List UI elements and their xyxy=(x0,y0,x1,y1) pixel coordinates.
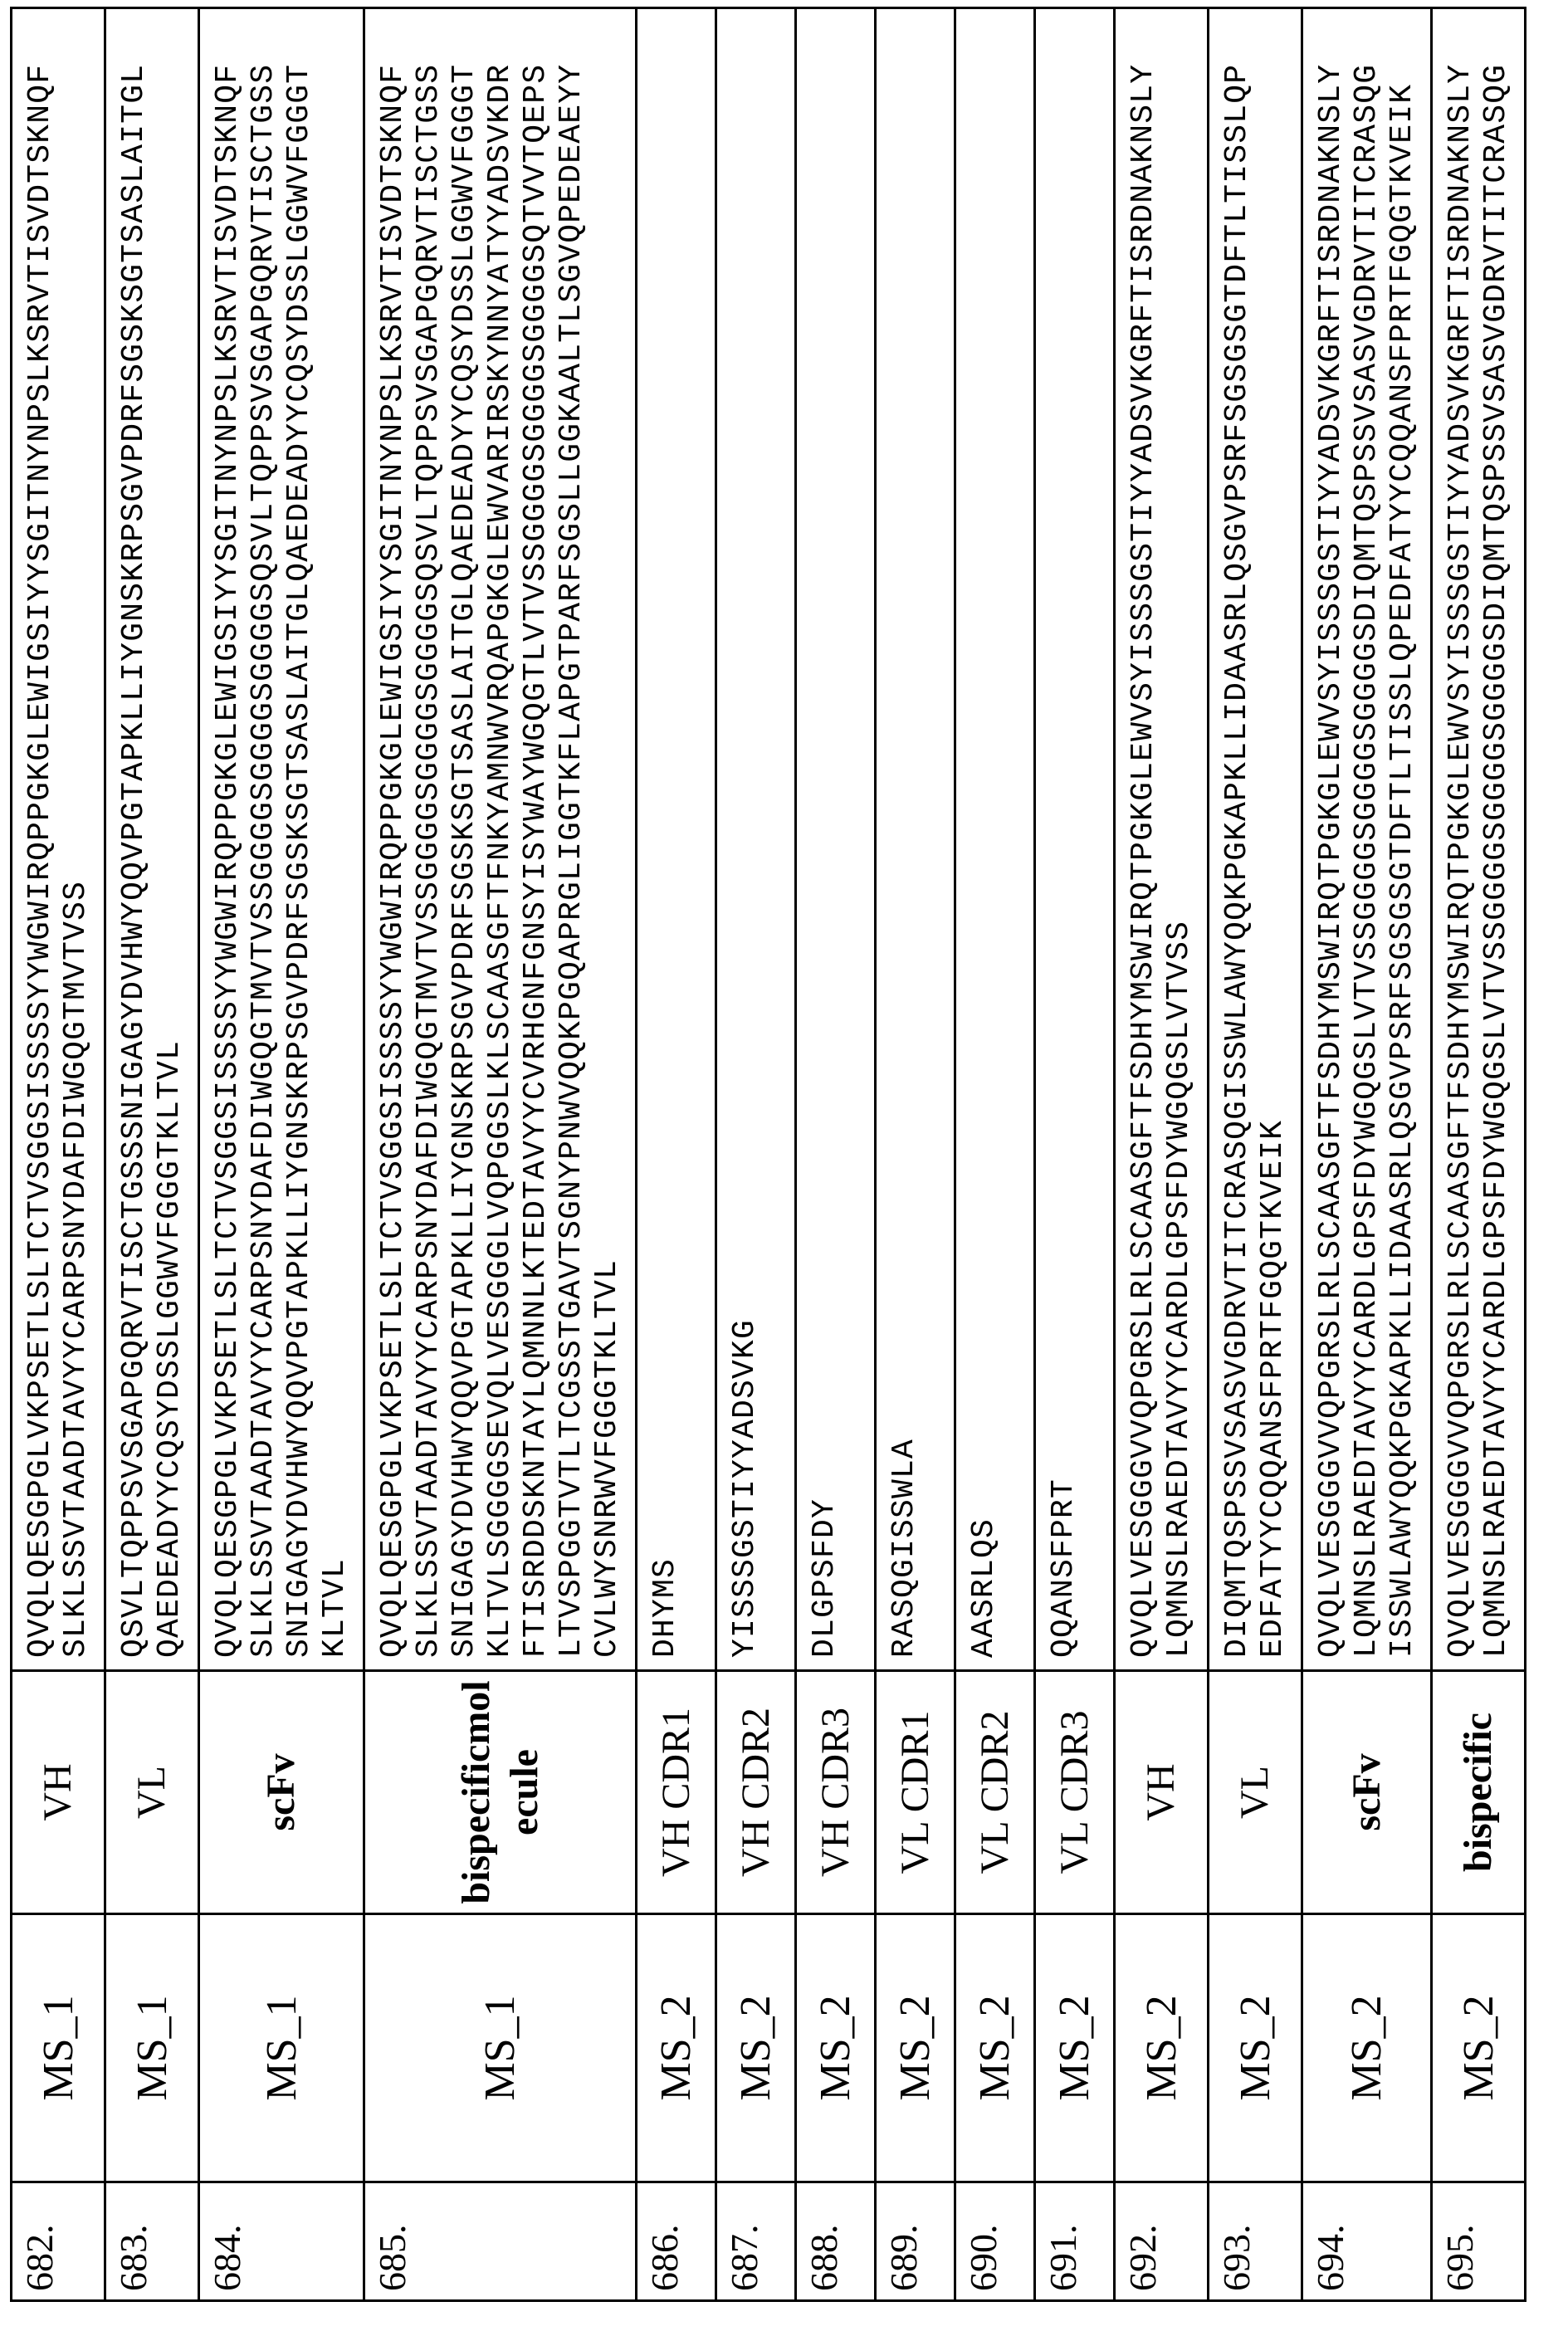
region-type: scFv xyxy=(199,1671,364,1914)
table-row xyxy=(955,8,1035,2301)
table-row xyxy=(1035,8,1115,2301)
seq-id-number: 684. xyxy=(199,2182,364,2301)
sequence-line: EDFATYYCQQANSFPRTFGQGTKVEIK xyxy=(1255,21,1291,1658)
molecule-id: MS_2 xyxy=(796,1914,876,2182)
sequence-cell xyxy=(637,8,716,1671)
region-type: bispecificmolecule xyxy=(364,1671,637,1914)
sequence-cell xyxy=(12,8,105,1671)
molecule-id: MS_1 xyxy=(105,1914,199,2182)
sequence-line: LQMNSLRAEDTAVYYCARDLGPSFDYWGQGSLVTVSSGGGGSGGGGSGGGGSDIQMTQSPSSVSASVGDRVTITCRASQG xyxy=(1478,21,1514,1658)
table-row xyxy=(796,8,876,2301)
seq-id-number: 682. xyxy=(12,2182,105,2301)
sequence-table-body xyxy=(12,8,1526,2301)
seq-id-number: 695. xyxy=(1432,2182,1526,2301)
seq-id-number: 693. xyxy=(1209,2182,1302,2301)
table-row xyxy=(1209,8,1302,2301)
sequence-line: FTISRDDSKNTAYLQMNNLKTEDTAVYYCVRHGNFGNSYISYWAYWGQGTLVTVSSGGGGSGGGGSGGGGSQTVVTQEPS xyxy=(518,21,554,1658)
region-type: VH CDR2 xyxy=(716,1671,796,1914)
sequence-line: QVQLVESGGGVVQPGRSLRLSCAASGFTFSDHYMSWIRQTPGKGLEWVSYISSSGSTIYYADSVKGRFTISRDNAKNSLY xyxy=(1126,21,1161,1658)
table-row xyxy=(199,8,364,2301)
region-type: VL CDR2 xyxy=(955,1671,1035,1914)
sequence-cell xyxy=(199,8,364,1671)
seq-id-number: 683. xyxy=(105,2182,199,2301)
seq-id-number: 685. xyxy=(364,2182,637,2301)
sequence-line: AASRLQS xyxy=(966,21,1002,1658)
sequence-line: KLTVL xyxy=(317,21,353,1658)
sequence-line: KLTVLSGGGGSEVQLVESGGGLVQPGGSLKLSCAASGFTFNKYAMNWVRQAPGKGLEWVARIRSKYNNYATYYADSVKDR xyxy=(482,21,518,1658)
sequence-line: QSVLTQPPSVSGAPGQRVTISCTGSSSNIGAGYDVHWYQQVPGTAPKLLIYGNSKRPSGVPDRFSGSKSGTSASLAITGL xyxy=(116,21,152,1658)
region-type: VL xyxy=(1209,1671,1302,1914)
sequence-cell xyxy=(364,8,637,1671)
molecule-id: MS_2 xyxy=(637,1914,716,2182)
table-row xyxy=(1302,8,1432,2301)
sequence-line: SNIGAGYDVHWYQQVPGTAPKLLIYGNSKRPSGVPDRFSGSKSGTSASLAITGLQAEDEADYYCQSYDSSLGGWVFGGGT xyxy=(281,21,317,1658)
sequence-cell xyxy=(1035,8,1115,1671)
molecule-id: MS_2 xyxy=(1115,1914,1209,2182)
region-type: VH xyxy=(1115,1671,1209,1914)
seq-id-number: 692. xyxy=(1115,2182,1209,2301)
region-type: VH CDR1 xyxy=(637,1671,716,1914)
seq-id-number: 691. xyxy=(1035,2182,1115,2301)
sequence-line: ISSWLAWYQQKPGKAPKLLIDAASRLQSGVPSRFSGSGSGTDFTLTISSLQPEDFATYYCQQANSFPRTFGQGTKVEIK xyxy=(1385,21,1420,1658)
sequence-cell xyxy=(1209,8,1302,1671)
seq-id-number: 687. xyxy=(716,2182,796,2301)
seq-id-number: 694. xyxy=(1302,2182,1432,2301)
sequence-table xyxy=(10,7,1526,2302)
table-row xyxy=(105,8,199,2301)
sequence-line: CVLWYSNRWVFGGGTKLTVL xyxy=(589,21,625,1658)
table-row xyxy=(364,8,637,2301)
molecule-id: MS_2 xyxy=(1209,1914,1302,2182)
seq-id-number: 688. xyxy=(796,2182,876,2301)
sequence-line: QVQLVESGGGVVQPGRSLRLSCAASGFTFSDHYMSWIRQTPGKGLEWVSYISSSGSTIYYADSVKGRFTISRDNAKNSLY xyxy=(1443,21,1478,1658)
sequence-line: LTVSPGGTVTLTCGSSTGAVTSGNYPNWVQQKPGQAPRGLIGGTKFLAPGTPARFSGSLLGGKAALTLSGVQPEDEAEYY xyxy=(554,21,589,1658)
sequence-cell xyxy=(1432,8,1526,1671)
sequence-line: QVQLVESGGGVVQPGRSLRLSCAASGFTFSDHYMSWIRQTPGKGLEWVSYISSSGSTIYYADSVKGRFTISRDNAKNSLY xyxy=(1313,21,1349,1658)
sequence-line: YISSSGSTIYYADSVKG xyxy=(727,21,763,1658)
sequence-cell xyxy=(876,8,955,1671)
seq-id-number: 689. xyxy=(876,2182,955,2301)
sequence-line: SNIGAGYDVHWYQQVPGTAPKLLIYGNSKRPSGVPDRFSGSKSGTSASLAITGLQAEDEADYYCQSYDSSLGGWVFGGGT xyxy=(447,21,482,1658)
molecule-id: MS_2 xyxy=(876,1914,955,2182)
sequence-line: QAEDEADYYCQSYDSSLGGWVFGGGTKLTVL xyxy=(152,21,188,1658)
molecule-id: MS_2 xyxy=(1035,1914,1115,2182)
table-row xyxy=(876,8,955,2301)
table-row xyxy=(12,8,105,2301)
region-type: VH CDR3 xyxy=(796,1671,876,1914)
table-row xyxy=(1432,8,1526,2301)
sequence-line: DIQMTQSPSSVSASVGDRVTITCRASQGISSWLAWYQQKPGKAPKLLIDAASRLQSGVPSRFSGSGSGTDFTLTISSLQP xyxy=(1219,21,1255,1658)
region-type: VL xyxy=(105,1671,199,1914)
sequence-cell xyxy=(796,8,876,1671)
molecule-id: MS_2 xyxy=(1432,1914,1526,2182)
sequence-line: SLKLSSVTAADTAVYYCARPSNYDAFDIWGQGTMVTVSS xyxy=(58,21,94,1658)
region-type: VL CDR1 xyxy=(876,1671,955,1914)
molecule-id: MS_1 xyxy=(12,1914,105,2182)
table-row xyxy=(1115,8,1209,2301)
seq-id-number: 690. xyxy=(955,2182,1035,2301)
molecule-id: MS_2 xyxy=(955,1914,1035,2182)
table-row xyxy=(637,8,716,2301)
sequence-line: SLKLSSVTAADTAVYYCARPSNYDAFDIWGQGTMVTVSSGGGGSGGGGSGGGGSQSVLTQPPSVSGAPGQRVTISCTGSS xyxy=(246,21,281,1658)
region-type: VH xyxy=(12,1671,105,1914)
region-type: scFv xyxy=(1302,1671,1432,1914)
sequence-line: QQANSFPRT xyxy=(1046,21,1082,1658)
sequence-line: SLKLSSVTAADTAVYYCARPSNYDAFDIWGQGTMVTVSSGGGGSGGGGSGGGGSQSVLTQPPSVSGAPGQRVTISCTGSS xyxy=(411,21,447,1658)
rotated-page xyxy=(0,0,1568,2331)
table-row xyxy=(716,8,796,2301)
molecule-id: MS_2 xyxy=(716,1914,796,2182)
sequence-line: DLGPSFDY xyxy=(807,21,843,1658)
sequence-cell xyxy=(105,8,199,1671)
sequence-cell xyxy=(955,8,1035,1671)
sequence-cell xyxy=(1302,8,1432,1671)
molecule-id: MS_1 xyxy=(199,1914,364,2182)
region-type: VL CDR3 xyxy=(1035,1671,1115,1914)
sequence-line: LQMNSLRAEDTAVYYCARDLGPSFDYWGQGSLVTVSS xyxy=(1161,21,1197,1658)
molecule-id: MS_2 xyxy=(1302,1914,1432,2182)
sequence-line: LQMNSLRAEDTAVYYCARDLGPSFDYWGQGSLVTVSSGGGGSGGGGSGGGGSDIQMTQSPSSVSASVGDRVTITCRASQG xyxy=(1349,21,1385,1658)
sequence-line: RASQGISSWLA xyxy=(887,21,922,1658)
sequence-cell xyxy=(1115,8,1209,1671)
sequence-line: QVQLQESGPGLVKPSETLSLTCTVSGGSISSSSYYWGWIRQPPGKGLEWIGSIYYSGITNYNPSLKSRVTISVDTSKNQF xyxy=(375,21,411,1658)
sequence-line: QVQLQESGPGLVKPSETLSLTCTVSGGSISSSSYYWGWIRQPPGKGLEWIGSIYYSGITNYNPSLKSRVTISVDTSKNQF xyxy=(210,21,246,1658)
sequence-cell xyxy=(716,8,796,1671)
molecule-id: MS_1 xyxy=(364,1914,637,2182)
seq-id-number: 686. xyxy=(637,2182,716,2301)
sequence-line: DHYMS xyxy=(647,21,683,1658)
sequence-line: QVQLQESGPGLVKPSETLSLTCTVSGGSISSSSYYWGWIRQPPGKGLEWIGSIYYSGITNYNPSLKSRVTISVDTSKNQF xyxy=(22,21,58,1658)
region-type: bispecific xyxy=(1432,1671,1526,1914)
